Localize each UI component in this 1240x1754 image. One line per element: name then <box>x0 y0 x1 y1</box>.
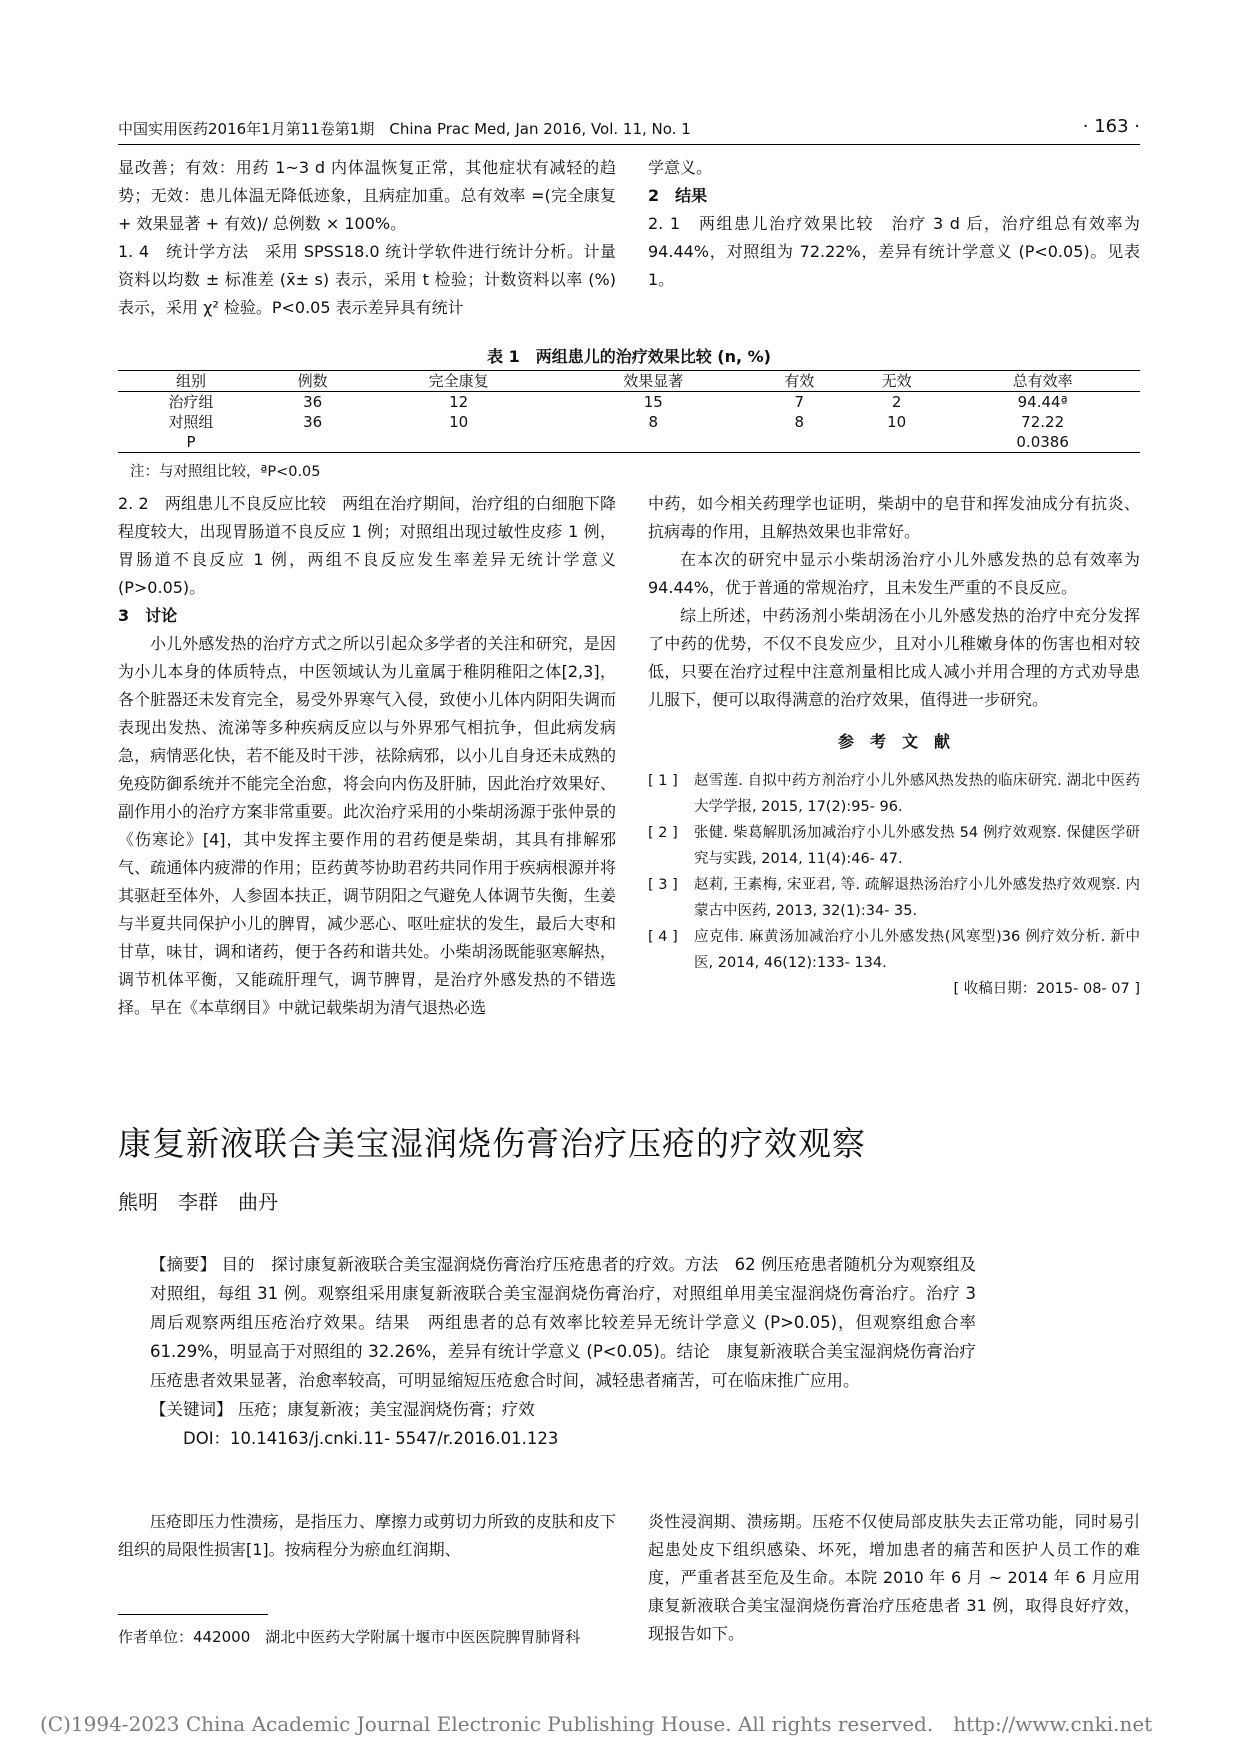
col-header: 例数 <box>264 371 361 392</box>
table-cell: 94.44ª <box>1017 393 1068 411</box>
reference-number: [ 4 ] <box>648 929 678 945</box>
intro-left <box>118 1508 616 1564</box>
right-column-bottom <box>648 490 1140 1002</box>
intro-paragraph-continued: 炎性浸润期、溃疡期。压疮不仅使局部皮肤失去正常功能，同时易引起患处皮下组织感染、坏死，增加患者的痛苦和医护人员工作的难度，严重者甚至危及生命。本院 2010 年 6 月 ~ 2014 年 6 月应用康复新液联合美宝湿润烧伤膏治疗压疮患者 31 例，取得良好疗效，现报告如下。 <box>648 1512 1140 1643</box>
col-header: 有效 <box>751 371 848 392</box>
discussion-conclusion: 综上所述，中药汤剂小柴胡汤在小儿外感发热的治疗中充分发挥了中药的优势，不仅不良发应少，且对小儿稚嫩身体的伤害也相对较低，只要在治疗过程中注意剂量相比成人减小并用合理的方式劝导患儿服下，便可以取得满意的治疗效果，值得进一步研究。 <box>648 606 1140 709</box>
table-cell: 10 <box>449 413 469 431</box>
col-header: 组别 <box>118 371 264 392</box>
table-cell: 12 <box>449 393 469 411</box>
stat-methods-end: 学意义。 <box>648 158 713 177</box>
efficacy-criteria: 显改善；有效：用药 1~3 d 内体温恢复正常，其他症状有减轻的趋势；无效：患儿体温无降低迹象，且病症加重。总有效率 =(完全康复 + 效果显著 + 有效)/ 总例数 × 100%。 <box>118 158 616 233</box>
discussion-paragraph: 小儿外感发热的治疗方式之所以引起众多学者的关注和研究，是因为小儿本身的体质特点，中医领域认为儿童属于稚阴稚阳之体[2,3]，各个脏器还未发育完全，易受外界寒气入侵，致使小儿体内阴阳失调而表现出发热、流涕等多种疾病反应以与外界邪气相抗争，但此病发病急，病情恶化快，若不能及时干涉，祛除病邪，以小儿自身还未成熟的免疫防御系统并不能完全治愈，将会向内伤及肝肺，因此治疗效果好、副作用小的治疗方案非常重要。此次治疗采用的小柴胡汤源于张仲景的《伤寒论》[4]，其中发挥主要作用的君药便是柴胡，其具有排解邪气、疏通体内疲滞的作用；臣药黄芩协助君药共同作用于疾病根源并将其驱赶至体外，人参固本扶正，调节阴阳之气避免人体调节失衡，生姜与半夏共同保护小儿的脾胃，减少恶心、呕吐症状的发生，最后大枣和甘草，味甘，调和诸药，便于各药和谐共处。小柴胡汤既能驱寒解热，调节机体平衡，又能疏肝理气，调节脾胃，是治疗外感发热的不错选择。早在《本草纲目》中就记载柴胡为清气退热必选 <box>118 634 616 1017</box>
discussion-efficacy: 在本次的研究中显示小柴胡汤治疗小儿外感发热的总有效率为 94.44%，优于普通的常规治疗，且未发生严重的不良反应。 <box>648 550 1140 597</box>
table-cell: 15 <box>643 393 663 411</box>
table-cell: 72.22 <box>1021 413 1065 431</box>
stat-methods: 1. 4 统计学方法 采用 SPSS18.0 统计学软件进行统计分析。计量资料以均数 ± 标准差 (x̄± s) 表示，采用 t 检验；计数资料以率 (%) 表示，采用 χ² 检验。P<0.05 表示差异具有统计 <box>118 242 616 317</box>
discussion-continued: 中药，如今相关药理学也证明，柴胡中的皂苷和挥发油成分有抗炎、抗病毒的作用，且解热效果也非常好。 <box>648 494 1140 541</box>
table-cell <box>556 432 751 453</box>
section-heading-discussion: 3 讨论 <box>118 606 178 625</box>
table-cell: P <box>118 432 264 453</box>
col-header: 无效 <box>848 371 945 392</box>
table-cell: 0.0386 <box>945 432 1140 453</box>
left-column-top <box>118 154 616 322</box>
table-cell: 治疗组 <box>168 393 214 411</box>
table-row <box>118 412 1140 432</box>
efficacy-table <box>118 370 1140 453</box>
reference-number: [ 3 ] <box>648 877 678 893</box>
header-rule <box>118 144 1140 145</box>
result-2-2: 2. 2 两组患儿不良反应比较 两组在治疗期间，治疗组的白细胞下降程度较大，出现胃肠道不良反应 1 例；对照组出现过敏性皮疹 1 例，胃肠道不良反应 1 例，两组不良反应发生率差异无统计学意义 (P>0.05)。 <box>118 494 616 597</box>
copyright-notice: (C)1994-2023 China Academic Journal Electronic Publishing House. All rights reserved. http://www.cnki.net <box>40 1712 1153 1736</box>
table-header-row <box>118 371 1140 392</box>
received-date: [ 收稿日期：2015- 08- 07 ] <box>953 981 1140 997</box>
affiliation-footnote: 作者单位：442000 湖北中医药大学附属十堰市中医医院脾胃肺肾科 <box>118 1628 581 1646</box>
table-cell: 对照组 <box>168 413 214 431</box>
table-cell: 8 <box>648 413 659 431</box>
abstract-text: 【摘要】 目的 探讨康复新液联合美宝湿润烧伤膏治疗压疮患者的疗效。方法 62 例压疮患者随机分为观察组及对照组，每组 31 例。观察组采用康复新液联合美宝湿润烧伤膏治疗，对照组单用美宝湿润烧伤膏治疗。治疗 3 周后观察两组压疮治疗效果。结果 两组患者的总有效率比较差异无统计学意义 (P>0.05)，但观察组愈合率 61.29%，明显高于对照组的 32.26%，差异有统计学意义 (P<0.05)。结论 康复新液联合美宝湿润烧伤膏治疗压疮患者效果显著，治愈率较高，可明显缩短压疮愈合时间，减轻患者痛苦，可在临床推广应用。 <box>150 1255 976 1390</box>
left-column-bottom <box>118 490 616 1022</box>
col-header: 完全康复 <box>361 371 556 392</box>
table-cell <box>361 432 556 453</box>
abstract-block <box>150 1250 976 1453</box>
reference-text: 张健. 柴葛解肌汤加减治疗小儿外感发热 54 例疗效观察. 保健医学研究与实践, 2014, 11(4):46- 47. <box>694 825 1140 867</box>
reference-item <box>648 924 1140 976</box>
reference-text: 赵雪莲. 自拟中药方剂治疗小儿外感风热发热的临床研究. 湖北中医药大学学报, 2015, 17(2):95- 96. <box>694 773 1140 815</box>
table-cell: 2 <box>891 393 902 411</box>
reference-item <box>648 820 1140 872</box>
table-cell: 10 <box>887 413 907 431</box>
table-cell <box>848 432 945 453</box>
article-title: 康复新液联合美宝湿润烧伤膏治疗压疮的疗效观察 <box>118 1124 866 1163</box>
intro-paragraph: 压疮即压力性溃疡，是指压力、摩擦力或剪切力所致的皮肤和皮下组织的局限性损害[1]。按病程分为瘀血红润期、 <box>118 1512 616 1559</box>
reference-item <box>648 768 1140 820</box>
keywords: 【关键词】 压疮；康复新液；美宝湿润烧伤膏；疗效 <box>150 1400 535 1419</box>
reference-number: [ 1 ] <box>648 773 678 789</box>
page-number: · 163 · <box>1082 116 1140 137</box>
col-header: 效果显著 <box>556 371 751 392</box>
reference-item <box>648 872 1140 924</box>
table-cell: 36 <box>303 413 323 431</box>
reference-text: 应克伟. 麻黄汤加减治疗小儿外感发热(风寒型)36 例疗效分析. 新中医, 2014, 46(12):133- 134. <box>694 929 1140 971</box>
intro-right <box>648 1508 1140 1648</box>
journal-citation: 中国实用医药2016年1月第11卷第1期 China Prac Med, Jan 2016, Vol. 11, No. 1 <box>118 120 691 138</box>
right-column-top <box>648 154 1140 294</box>
table-row <box>118 432 1140 453</box>
col-header: 总有效率 <box>945 371 1140 392</box>
footnote-rule <box>118 1614 268 1615</box>
doi: DOI：10.14163/j.cnki.11- 5547/r.2016.01.123 <box>183 1429 559 1448</box>
table-caption: 表 1 两组患儿的治疗效果比较 (n, %) <box>487 347 771 366</box>
table-cell: 7 <box>794 393 805 411</box>
table-cell <box>751 432 848 453</box>
table-cell <box>264 432 361 453</box>
reference-text: 赵莉, 王素梅, 宋亚君, 等. 疏解退热汤治疗小儿外感发热疗效观察. 内蒙古中医药, 2013, 32(1):34- 35. <box>694 877 1140 919</box>
table-row <box>118 392 1140 413</box>
table-note: 注：与对照组比较，ªP<0.05 <box>130 464 321 480</box>
reference-number: [ 2 ] <box>648 825 678 841</box>
references-heading: 参 考 文 献 <box>837 732 950 751</box>
running-header <box>118 118 1140 140</box>
table-cell: 36 <box>303 393 323 411</box>
table-cell: 8 <box>794 413 805 431</box>
result-2-1: 2. 1 两组患儿治疗效果比较 治疗 3 d 后，治疗组总有效率为 94.44%，对照组为 72.22%，差异有统计学意义 (P<0.05)。见表 1。 <box>648 214 1140 289</box>
section-heading-results: 2 结果 <box>648 186 708 205</box>
article-authors: 熊明 李群 曲丹 <box>118 1190 278 1214</box>
